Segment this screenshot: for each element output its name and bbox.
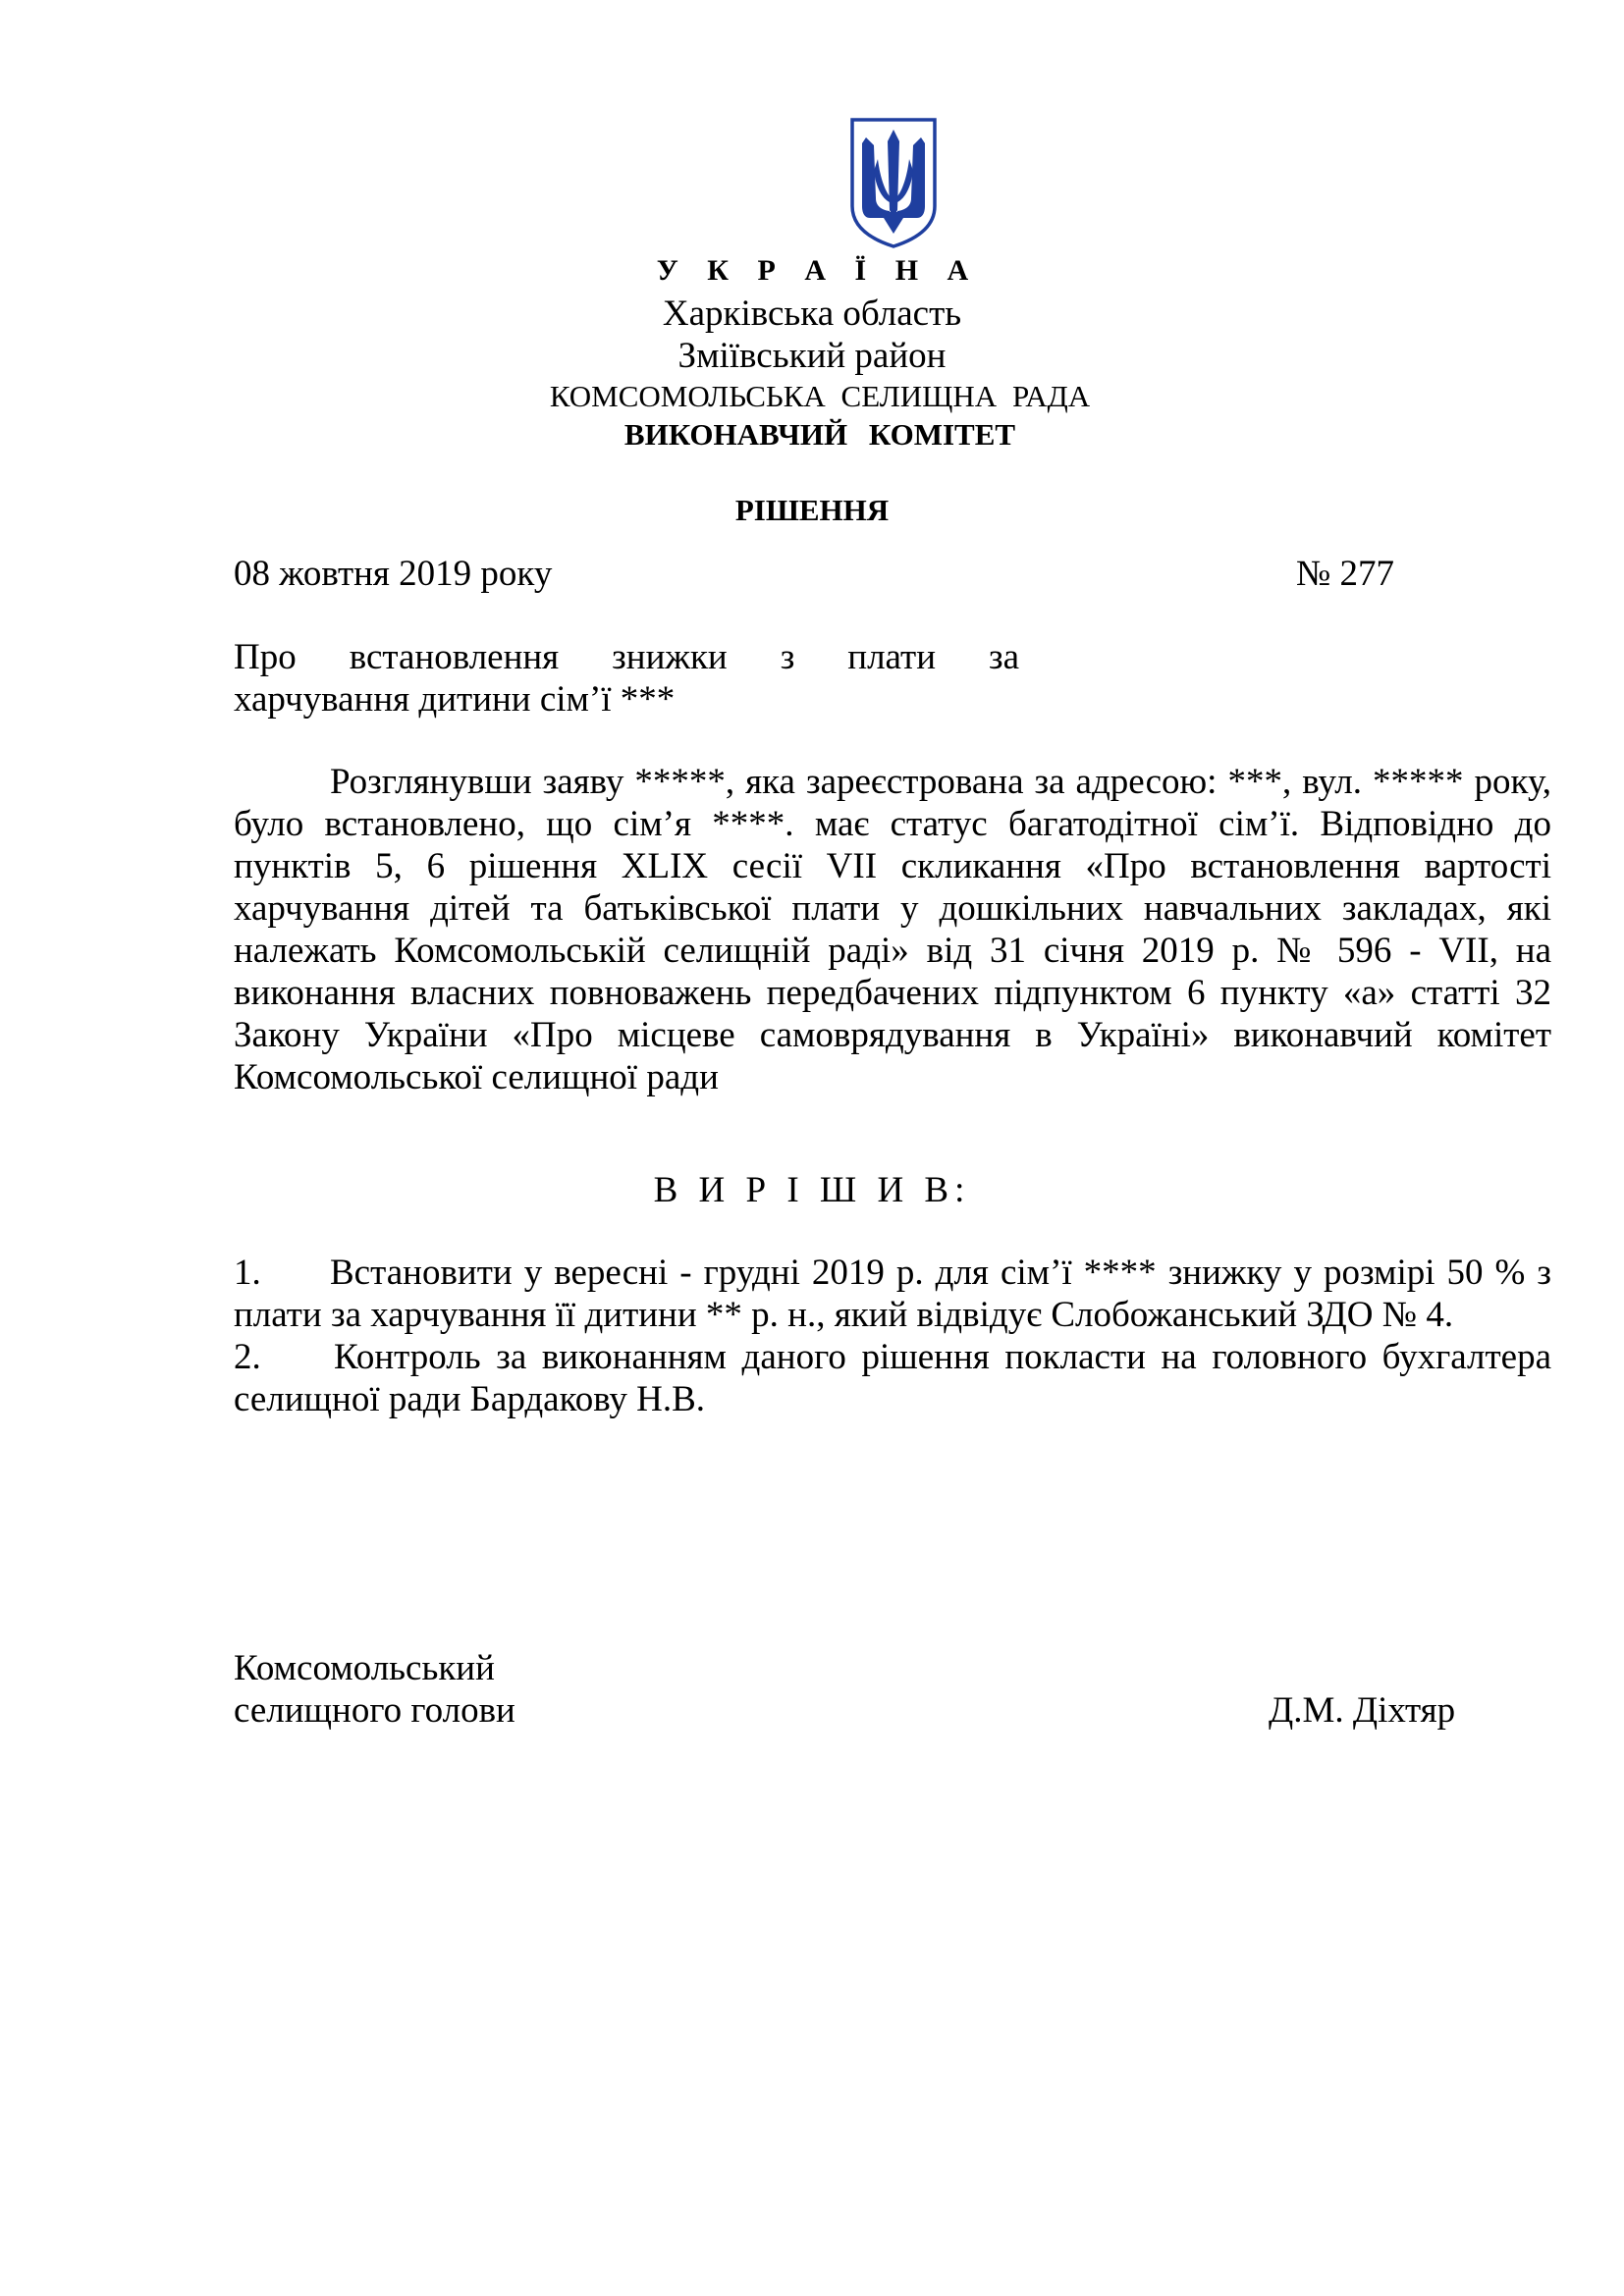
signatory-title xyxy=(234,1647,515,1732)
trident-coat-of-arms-icon xyxy=(848,116,939,250)
committee-name: ВИКОНАВЧИЙ КОМІТЕТ xyxy=(623,417,1016,452)
decision-number: 1. xyxy=(234,1253,261,1293)
region-line: Харківська область xyxy=(662,294,962,334)
decision-item-1 xyxy=(234,1252,1551,1336)
district-line: Зміївський район xyxy=(677,336,947,376)
signatory-title-line-1: Комсомольський xyxy=(234,1648,495,1688)
preamble-paragraph: Розглянувши заяву *****, яка зареєстрована за адресою: ***, вул. ***** року, було встановлено, що сім’я ****. має статус багатодітної сім’ї. Відповідно до пунктів 5, 6 рішення XLIX сесії VII скликання «Про встановлення вартості харчування дітей та батьківської плати у дошкільних навчальних закладах, які належать Комсомольській селищній раді» від 31 січня 2019 р. № 596 - VII, на виконання власних повноважень передбачених підпунктом 6 пункту «а» статті 32 Закону України «Про місцеве самоврядування в Україні» виконавчий комітет Комсомольської селищної ради xyxy=(234,762,1551,1097)
document-type-heading: РІШЕННЯ xyxy=(734,493,890,527)
subject-line-1: Про встановлення знижки з плати за xyxy=(234,637,1019,677)
resolved-heading: В И Р І Ш И В: xyxy=(653,1170,971,1210)
document-subject xyxy=(234,636,1019,721)
decision-number: 2. xyxy=(234,1337,261,1377)
document-number: № 277 xyxy=(1296,554,1395,594)
country-heading: У К Р А Ї Н А xyxy=(656,254,980,287)
signatory-title-line-2: селищного голови xyxy=(234,1690,515,1731)
document-date: 08 жовтня 2019 року xyxy=(234,554,553,594)
decision-list xyxy=(234,1252,1551,1420)
signatory-name: Д.М. Діхтяр xyxy=(1269,1690,1456,1731)
decision-text: Встановити у вересні - грудні 2019 р. для сім’ї **** знижку у розмірі 50 % з плати за харчування її дитини ** р. н., який відвідує Слобожанський ЗДО № 4. xyxy=(234,1253,1551,1335)
decision-text: Контроль за виконанням даного рішення покласти на головного бухгалтера селищної ради Бардакову Н.В. xyxy=(234,1337,1551,1419)
decision-item-2 xyxy=(234,1336,1551,1420)
subject-line-2: харчування дитини сім’ї *** xyxy=(234,679,676,720)
council-name: КОМСОМОЛЬСЬКА СЕЛИЩНА РАДА xyxy=(549,379,1091,413)
